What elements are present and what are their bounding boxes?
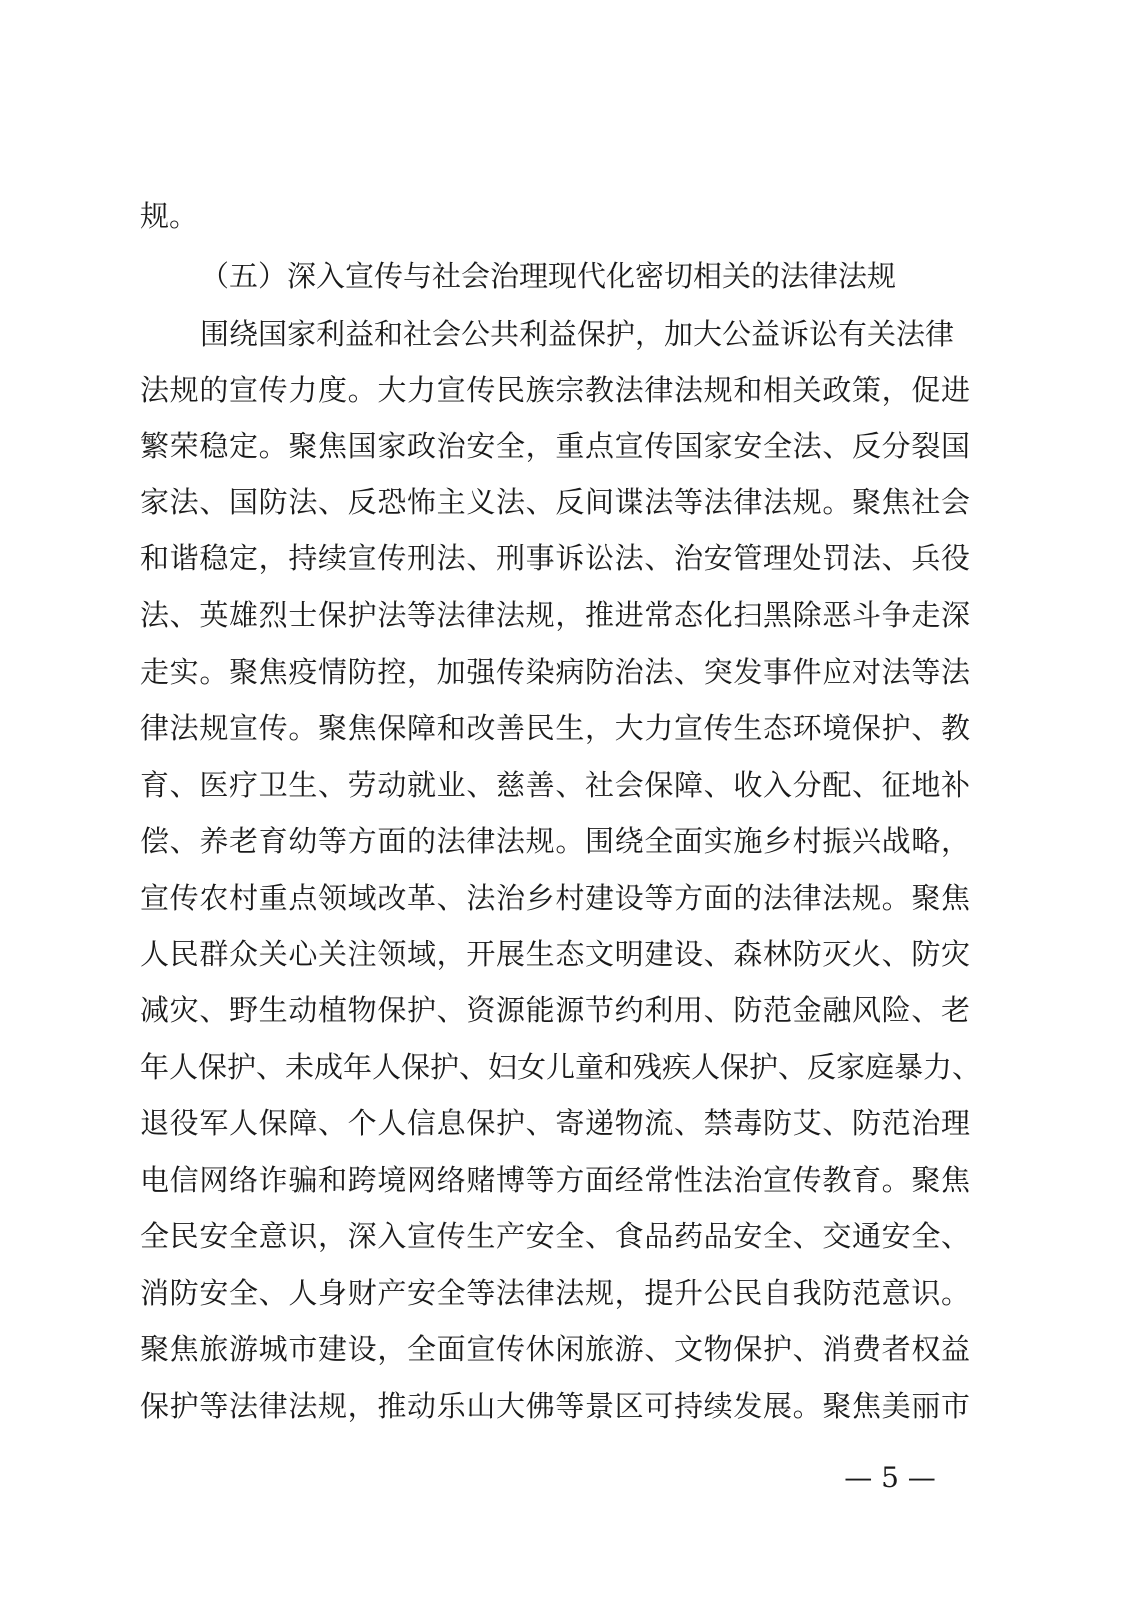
carryover-text: 规。: [140, 199, 199, 233]
body-line: 聚焦旅游城市建设，全面宣传休闲旅游、文物保护、消费者权益: [140, 1332, 970, 1366]
body-line: 律法规宣传。聚焦保障和改善民生，大力宣传生态环境保护、教: [140, 711, 970, 745]
body-line: 法、英雄烈士保护法等法律法规，推进常态化扫黑除恶斗争走深: [140, 598, 970, 632]
body-line: 退役军人保障、个人信息保护、寄递物流、禁毒防艾、防范治理: [140, 1106, 970, 1140]
section-heading: （五）深入宣传与社会治理现代化密切相关的法律法规: [200, 259, 897, 293]
body-line: 全民安全意识，深入宣传生产安全、食品药品安全、交通安全、: [140, 1219, 970, 1253]
body-line: 消防安全、人身财产安全等法律法规，提升公民自我防范意识。: [140, 1276, 970, 1310]
body-line: 繁荣稳定。聚焦国家政治安全，重点宣传国家安全法、反分裂国: [140, 429, 970, 463]
body-line: 保护等法律法规，推动乐山大佛等景区可持续发展。聚焦美丽市: [140, 1389, 970, 1423]
body-line: 减灾、野生动植物保护、资源能源节约利用、防范金融风险、老: [140, 993, 970, 1027]
body-line: 围绕国家利益和社会公共利益保护，加大公益诉讼有关法律: [200, 317, 955, 351]
body-line: 走实。聚焦疫情防控，加强传染病防治法、突发事件应对法等法: [140, 655, 970, 689]
body-line: 电信网络诈骗和跨境网络赌博等方面经常性法治宣传教育。聚焦: [140, 1163, 970, 1197]
body-line: 育、医疗卫生、劳动就业、慈善、社会保障、收入分配、征地补: [140, 768, 970, 802]
body-line: 宣传农村重点领域改革、法治乡村建设等方面的法律法规。聚焦: [140, 881, 970, 915]
body-line: 年人保护、未成年人保护、妇女儿童和残疾人保护、反家庭暴力、: [140, 1050, 982, 1084]
body-line: 和谐稳定，持续宣传刑法、刑事诉讼法、治安管理处罚法、兵役: [140, 541, 970, 575]
page-number: — 5 —: [844, 1461, 936, 1494]
body-line: 偿、养老育幼等方面的法律法规。围绕全面实施乡村振兴战略，: [140, 824, 970, 858]
body-line: 家法、国防法、反恐怖主义法、反间谍法等法律法规。聚焦社会: [140, 485, 970, 519]
body-line: 人民群众关心关注领域，开展生态文明建设、森林防灭火、防灾: [140, 937, 970, 971]
body-line: 法规的宣传力度。大力宣传民族宗教法律法规和相关政策，促进: [140, 373, 970, 407]
